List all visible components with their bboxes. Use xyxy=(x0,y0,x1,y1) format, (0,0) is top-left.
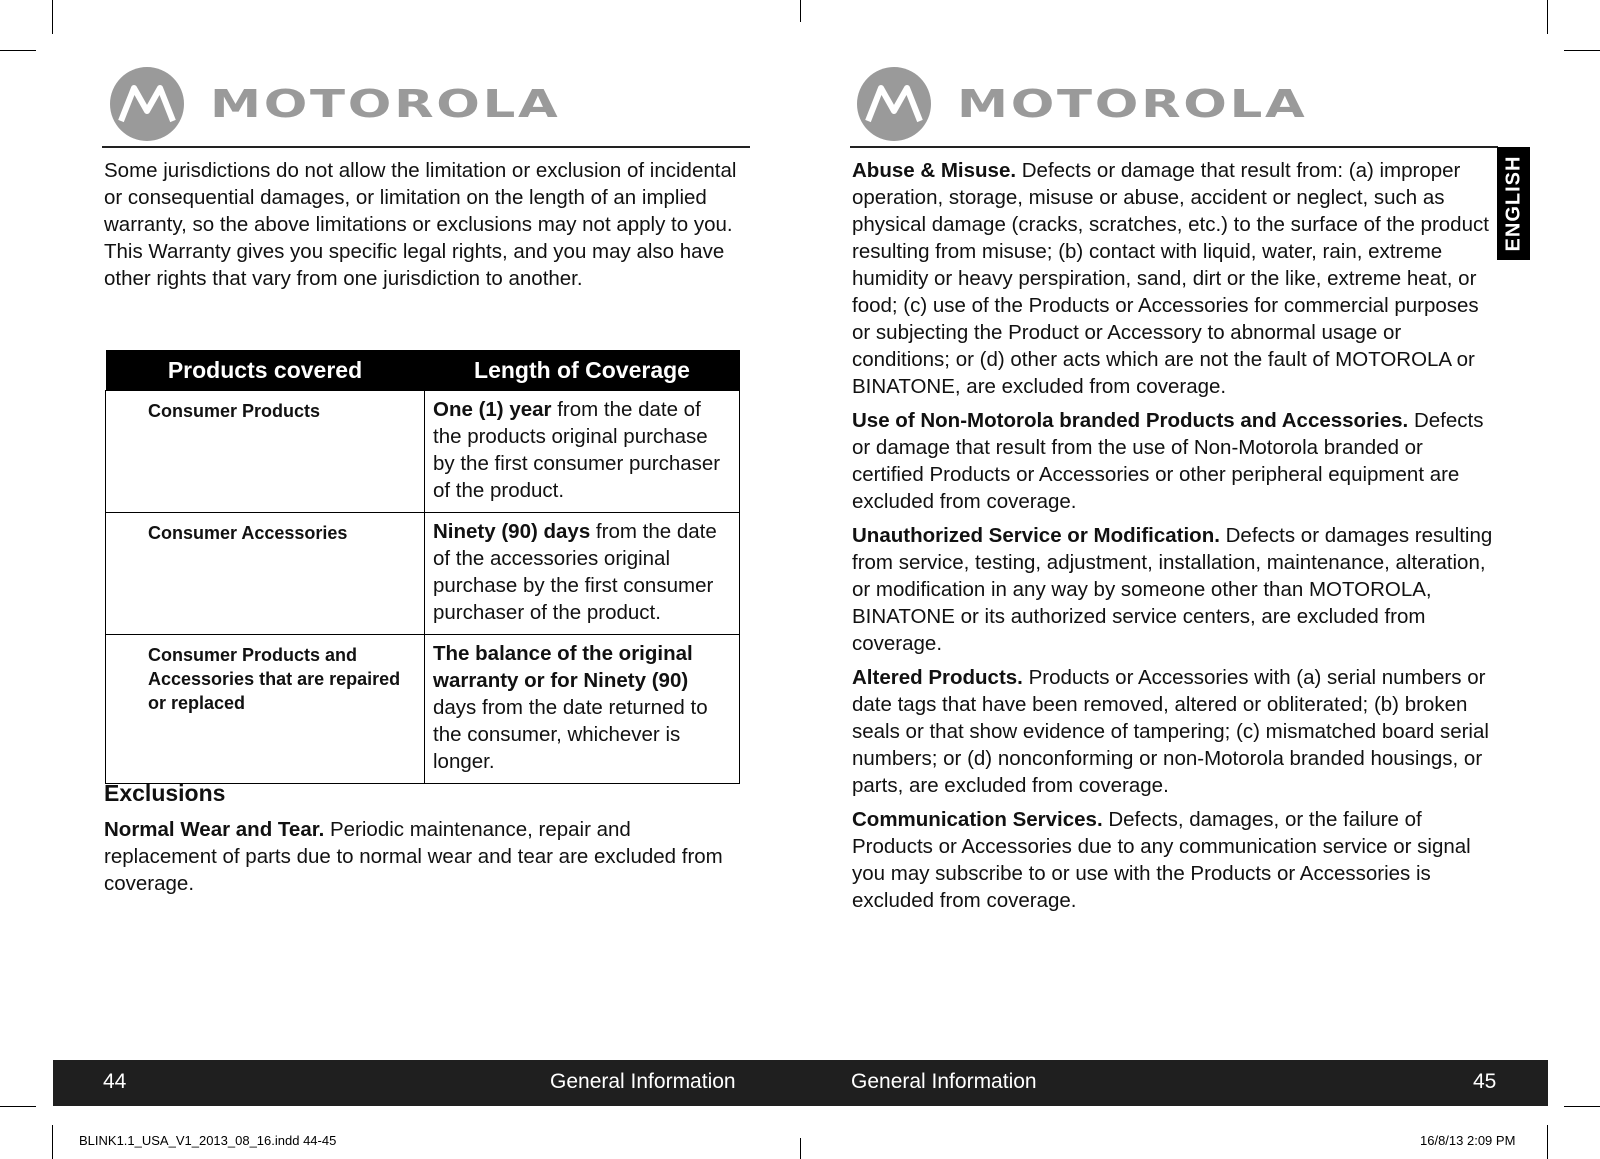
exclusions-heading: Exclusions xyxy=(104,780,226,806)
length-cell xyxy=(425,391,740,513)
table-header-length: Length of Coverage xyxy=(425,350,740,391)
header-rule-left xyxy=(102,146,750,148)
section-communication-services xyxy=(852,806,1498,914)
normal-wear-text: Periodic maintenance, repair and replacement of parts due to normal wear and tear are excluded from coverage. xyxy=(104,818,723,895)
section-title: Abuse & Misuse. xyxy=(852,159,1017,182)
product-cell: Consumer Products xyxy=(106,391,425,513)
section-non-motorola xyxy=(852,407,1498,515)
section-text: Defects or damage that result from: (a) improper operation, storage, misuse or abuse, accident or neglect, such as physical damage (cracks, scratches, etc.) to the surface of the product resulting from misuse; (b) contact with liquid, water, rain, extreme humidity or heavy perspiration, sand, dirt or the like, extreme heat, or food; (c) use of the Products or Accessories for commercial purposes or subjecting the Product or Accessory to abnormal usage or conditions; or (d) other acts which are not the fault of MOTOROLA or BINATONE, are excluded from coverage. xyxy=(852,159,1489,398)
header-rule-right xyxy=(850,146,1498,148)
crop-mark xyxy=(1564,50,1600,51)
length-cell xyxy=(425,635,740,784)
right-footer-section: General Information xyxy=(851,1070,1037,1093)
crop-mark xyxy=(1547,0,1548,34)
table-row xyxy=(106,635,740,784)
normal-wear-title: Normal Wear and Tear. xyxy=(104,818,325,841)
coverage-table xyxy=(105,350,740,784)
section-unauthorized-service xyxy=(852,522,1498,657)
left-page-number: 44 xyxy=(103,1070,127,1093)
right-page-number: 45 xyxy=(1473,1070,1497,1093)
product-cell: Consumer Products and Accessories that are repaired or replaced xyxy=(106,635,425,784)
left-page-intro xyxy=(104,157,744,299)
table-row xyxy=(106,391,740,513)
right-page-body xyxy=(852,157,1498,921)
crop-mark xyxy=(0,50,36,51)
motorola-logo-right xyxy=(857,67,1308,141)
language-tab-label: ENGLISH xyxy=(1502,155,1524,252)
intro-paragraph: Some jurisdictions do not allow the limitation or exclusion of incidental or consequential damages, or limitation on the length of an implied warranty, so the above limitations or exclusions may not apply to you. This Warranty gives you specific legal rights, and you may also have other rights that vary from one jurisdiction to another. xyxy=(104,159,737,290)
section-title: Communication Services. xyxy=(852,808,1103,831)
brand-name: MOTOROLA xyxy=(210,82,561,126)
section-title: Unauthorized Service or Modification. xyxy=(852,524,1220,547)
motorola-batwing-icon xyxy=(110,67,184,141)
length-cell xyxy=(425,513,740,635)
section-text: Defects or damage that result from the use of Non-Motorola branded or certified Products or Accessories or other peripheral equipment are excluded from coverage. xyxy=(852,409,1484,513)
slug-date: 16/8/13 2:09 PM xyxy=(1420,1133,1516,1148)
motorola-batwing-icon xyxy=(857,67,931,141)
brand-name: MOTOROLA xyxy=(957,82,1308,126)
section-title: Altered Products. xyxy=(852,666,1023,689)
product-cell: Consumer Accessories xyxy=(106,513,425,635)
crop-mark xyxy=(0,1106,36,1107)
left-footer-section: General Information xyxy=(550,1070,736,1093)
length-text: from the date of the accessories original purchase by the first consumer purchaser of the product. xyxy=(433,520,717,624)
length-bold: The balance of the original warranty or for Ninety (90) xyxy=(433,642,693,692)
crop-mark xyxy=(1547,1125,1548,1159)
crop-mark xyxy=(800,0,801,22)
slug-file: BLINK1.1_USA_V1_2013_08_16.indd 44-45 xyxy=(79,1133,337,1148)
length-text: days from the date returned to the consumer, whichever is longer. xyxy=(433,696,708,773)
table-header-products: Products covered xyxy=(106,350,425,391)
crop-mark xyxy=(52,1125,53,1159)
crop-mark xyxy=(1564,1106,1600,1107)
section-altered-products xyxy=(852,664,1498,799)
length-bold: Ninety (90) days xyxy=(433,520,591,543)
section-title: Use of Non-Motorola branded Products and Accessories. xyxy=(852,409,1409,432)
length-bold: One (1) year xyxy=(433,398,552,421)
table-row xyxy=(106,513,740,635)
section-text: Defects, damages, or the failure of Products or Accessories due to any communication service or signal you may subscribe to or use with the Products or Accessories is excluded from coverage. xyxy=(852,808,1471,912)
crop-mark xyxy=(52,0,53,34)
section-text: Products or Accessories with (a) serial numbers or date tags that have been removed, altered or obliterated; (b) broken seals or that show evidence of tampering; (c) mismatched board serial numbers; or (d) nonconforming or non-Motorola branded housings, or parts, are excluded from coverage. xyxy=(852,666,1489,797)
section-abuse-misuse xyxy=(852,157,1498,400)
crop-mark xyxy=(800,1138,801,1159)
length-text: from the date of the products original purchase by the first consumer purchaser of the product. xyxy=(433,398,721,502)
motorola-logo-left xyxy=(110,67,561,141)
normal-wear-section xyxy=(104,816,744,904)
language-tab xyxy=(1497,147,1530,260)
normal-wear-paragraph xyxy=(104,816,744,897)
footer-bar xyxy=(53,1060,1548,1106)
section-text: Defects or damages resulting from service, testing, adjustment, installation, maintenance, alteration, or modification in any way by someone other than MOTOROLA, BINATONE or its authorized service centers, are excluded from coverage. xyxy=(852,524,1493,655)
